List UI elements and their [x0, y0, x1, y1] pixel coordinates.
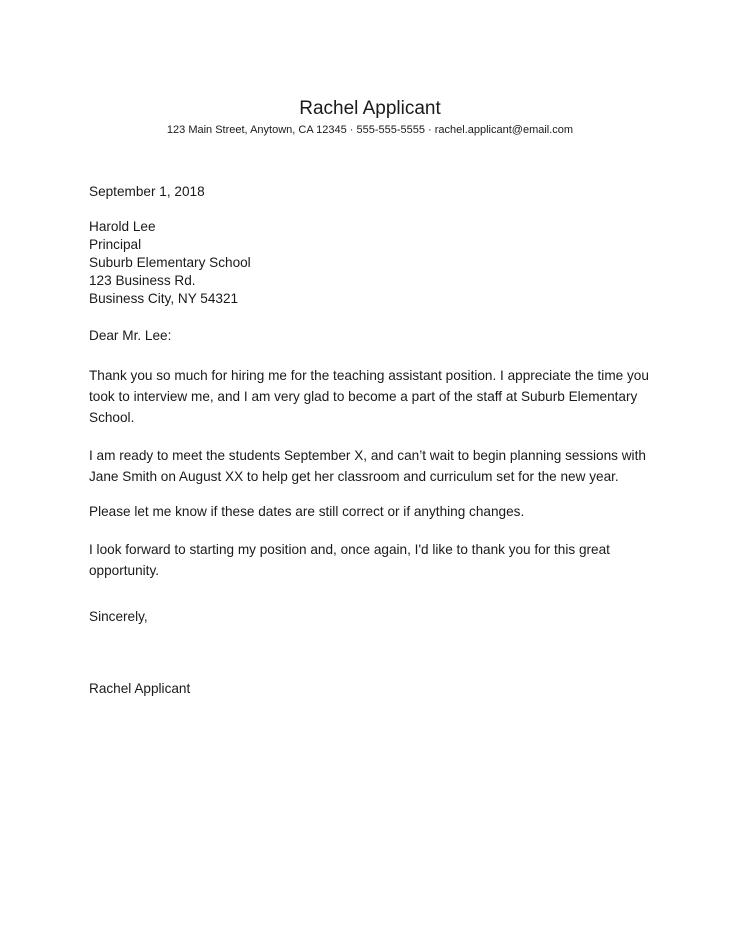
body-paragraph: Please let me know if these dates are still correct or if anything changes. — [89, 504, 525, 519]
complimentary-closing: Sincerely, — [89, 609, 148, 624]
recipient-street: 123 Business Rd. — [89, 273, 196, 288]
body-paragraph: I am ready to meet the students September X, and can’t wait to begin planning sessions with Jane Smith on August XX to help get her classroom and curriculum set for the new year. — [89, 448, 646, 484]
recipient-organization: Suburb Elementary School — [89, 255, 251, 270]
recipient-address-block — [89, 218, 659, 308]
recipient-name: Harold Lee — [89, 219, 156, 234]
body-paragraph: Thank you so much for hiring me for the teaching assistant position. I appreciate the time you took to interview me, and I am very glad to become a part of the staff at Suburb Elementary School. — [89, 368, 649, 425]
signature-name: Rachel Applicant — [89, 681, 191, 696]
letterhead — [0, 96, 736, 138]
salutation: Dear Mr. Lee: — [89, 328, 172, 343]
sender-name: Rachel Applicant — [299, 98, 441, 119]
sender-contact-line: 123 Main Street, Anytown, CA 12345 · 555-555-5555 · rachel.applicant@email.com — [166, 124, 574, 136]
body-paragraph: I look forward to starting my position and, once again, I'd like to thank you for this great opportunity. — [89, 542, 610, 578]
letter-date: September 1, 2018 — [89, 184, 205, 199]
recipient-title: Principal — [89, 237, 142, 252]
recipient-city-state-zip: Business City, NY 54321 — [89, 291, 239, 306]
